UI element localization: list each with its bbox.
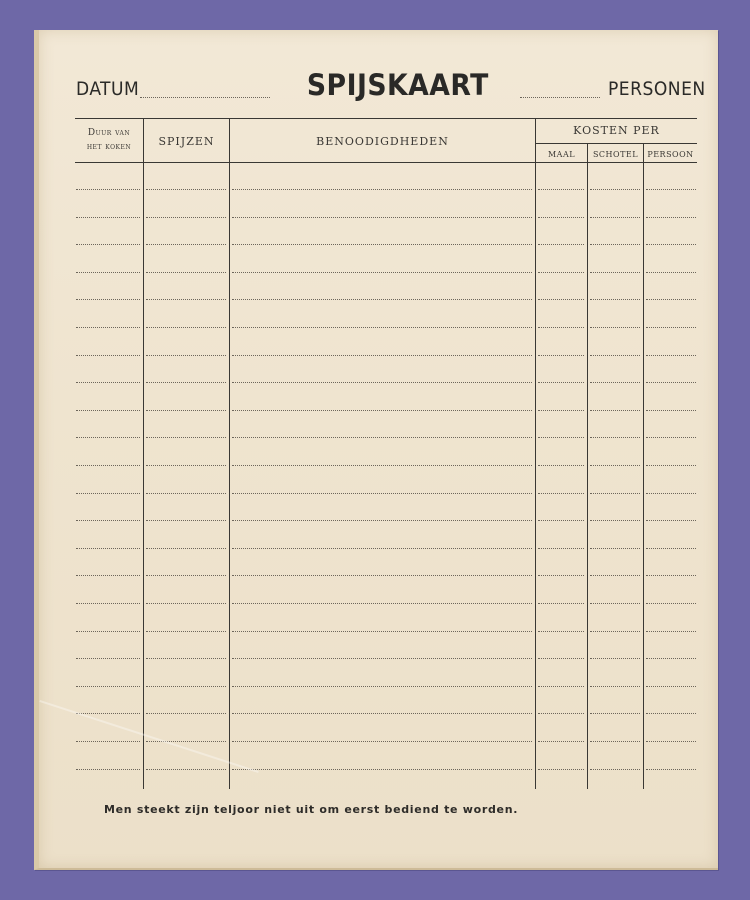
row-rule <box>538 217 584 218</box>
row-rule <box>590 658 640 659</box>
header-duur-line2: het koken <box>86 142 132 152</box>
row-rule <box>146 189 226 190</box>
row-rule <box>646 189 696 190</box>
row-rule <box>646 355 696 356</box>
row-rule <box>538 575 584 576</box>
row-rule <box>590 382 640 383</box>
row-rule <box>590 575 640 576</box>
row-rule <box>76 189 140 190</box>
row-rule <box>590 217 640 218</box>
row-rule <box>590 437 640 438</box>
page-title: SPIJSKAART <box>306 68 489 102</box>
row-rule <box>538 189 584 190</box>
row-rule <box>538 686 584 687</box>
table-top-rule <box>75 118 697 119</box>
kosten-sub-rule <box>535 143 697 144</box>
row-rule <box>232 327 532 328</box>
row-rule <box>590 631 640 632</box>
header-persoon: PERSOON <box>647 150 694 159</box>
row-rule <box>232 355 532 356</box>
row-rule <box>646 548 696 549</box>
row-rule <box>590 769 640 770</box>
row-rule <box>538 465 584 466</box>
row-rule <box>232 631 532 632</box>
row-rule <box>538 548 584 549</box>
row-rule <box>646 244 696 245</box>
row-rule <box>232 493 532 494</box>
row-rule <box>646 631 696 632</box>
row-rule <box>76 327 140 328</box>
column-divider-schotel <box>643 144 644 789</box>
row-rule <box>232 658 532 659</box>
row-rule <box>76 603 140 604</box>
row-rule <box>590 520 640 521</box>
row-rule <box>646 437 696 438</box>
row-rule <box>590 299 640 300</box>
row-rule <box>146 741 226 742</box>
row-rule <box>590 686 640 687</box>
row-rule <box>76 382 140 383</box>
row-rule <box>538 272 584 273</box>
row-rule <box>646 658 696 659</box>
row-rule <box>76 548 140 549</box>
column-divider-benoodigdheden <box>535 119 536 789</box>
row-rule <box>232 189 532 190</box>
row-rule <box>590 189 640 190</box>
column-divider-spijzen <box>229 119 230 789</box>
row-rule <box>76 658 140 659</box>
row-rule <box>146 686 226 687</box>
row-rule <box>76 769 140 770</box>
row-rule <box>646 410 696 411</box>
row-rule <box>646 575 696 576</box>
row-rule <box>232 382 532 383</box>
row-rule <box>76 575 140 576</box>
row-rule <box>146 327 226 328</box>
row-rule <box>232 465 532 466</box>
row-rule <box>232 217 532 218</box>
header-duur-line1: Duur van <box>87 128 131 138</box>
row-rule <box>646 686 696 687</box>
row-rule <box>76 217 140 218</box>
row-rule <box>538 410 584 411</box>
row-rule <box>146 299 226 300</box>
row-rule <box>538 299 584 300</box>
row-rule <box>538 769 584 770</box>
header-kosten-per: KOSTEN PER <box>573 124 660 137</box>
row-rule <box>76 465 140 466</box>
row-rule <box>646 272 696 273</box>
row-rule <box>76 520 140 521</box>
row-rule <box>76 355 140 356</box>
row-rule <box>76 686 140 687</box>
row-rule <box>232 713 532 714</box>
row-rule <box>538 658 584 659</box>
row-rule <box>590 272 640 273</box>
row-rule <box>76 741 140 742</box>
row-rule <box>590 465 640 466</box>
row-rule <box>232 741 532 742</box>
column-divider-duur <box>143 119 144 789</box>
row-rule <box>76 437 140 438</box>
row-rule <box>538 520 584 521</box>
row-rule <box>232 520 532 521</box>
row-rule <box>232 575 532 576</box>
row-rule <box>146 769 226 770</box>
row-rule <box>146 272 226 273</box>
row-rule <box>232 437 532 438</box>
row-rule <box>538 631 584 632</box>
row-rule <box>232 548 532 549</box>
row-rule <box>646 713 696 714</box>
row-rule <box>590 410 640 411</box>
row-rule <box>538 327 584 328</box>
footer-motto: Men steekt zijn teljoor niet uit om eerst bediend te worden. <box>104 803 519 816</box>
row-rule <box>646 741 696 742</box>
row-rule <box>146 493 226 494</box>
row-rule <box>538 741 584 742</box>
row-rule <box>146 548 226 549</box>
header-benoodigdheden: BENOODIGDHEDEN <box>316 135 449 148</box>
row-rule <box>538 244 584 245</box>
row-rule <box>146 658 226 659</box>
row-rule <box>590 327 640 328</box>
row-rule <box>76 299 140 300</box>
header-schotel: SCHOTEL <box>592 150 639 159</box>
row-rule <box>232 686 532 687</box>
row-rule <box>538 355 584 356</box>
row-rule <box>146 631 226 632</box>
row-rule <box>76 244 140 245</box>
row-rule <box>646 382 696 383</box>
row-rule <box>646 327 696 328</box>
row-rule <box>590 493 640 494</box>
row-rule <box>646 769 696 770</box>
row-rule <box>646 493 696 494</box>
row-rule <box>538 437 584 438</box>
row-rule <box>590 713 640 714</box>
header-bottom-rule <box>75 162 697 163</box>
row-rule <box>146 410 226 411</box>
row-rule <box>232 603 532 604</box>
row-rule <box>146 465 226 466</box>
row-rule <box>146 244 226 245</box>
row-rule <box>590 741 640 742</box>
row-rule <box>146 437 226 438</box>
row-rule <box>146 575 226 576</box>
row-rule <box>232 410 532 411</box>
header-spijzen: SPIJZEN <box>158 135 215 148</box>
row-rule <box>646 520 696 521</box>
row-rule <box>76 410 140 411</box>
row-rule <box>646 603 696 604</box>
row-rule <box>146 355 226 356</box>
row-rule <box>646 217 696 218</box>
row-rule <box>146 603 226 604</box>
row-rule <box>146 217 226 218</box>
personen-label: PERSONEN <box>608 78 706 100</box>
row-rule <box>646 465 696 466</box>
row-rule <box>538 603 584 604</box>
row-rule <box>590 355 640 356</box>
row-rule <box>646 299 696 300</box>
row-rule <box>146 713 226 714</box>
row-rule <box>538 382 584 383</box>
column-divider-maal <box>587 144 588 789</box>
row-rule <box>590 603 640 604</box>
row-rule <box>76 631 140 632</box>
row-rule <box>538 493 584 494</box>
datum-label: DATUM <box>76 78 140 100</box>
row-rule <box>146 520 226 521</box>
row-rule <box>538 713 584 714</box>
row-rule <box>76 493 140 494</box>
header-maal: MAAL <box>547 150 576 159</box>
row-rule <box>232 299 532 300</box>
personen-dotted-line <box>520 97 600 98</box>
datum-dotted-line <box>140 97 270 98</box>
row-rule <box>232 244 532 245</box>
row-rule <box>232 769 532 770</box>
row-rule <box>76 272 140 273</box>
row-rule <box>590 548 640 549</box>
row-rule <box>146 382 226 383</box>
row-rule <box>232 272 532 273</box>
row-rule <box>590 244 640 245</box>
